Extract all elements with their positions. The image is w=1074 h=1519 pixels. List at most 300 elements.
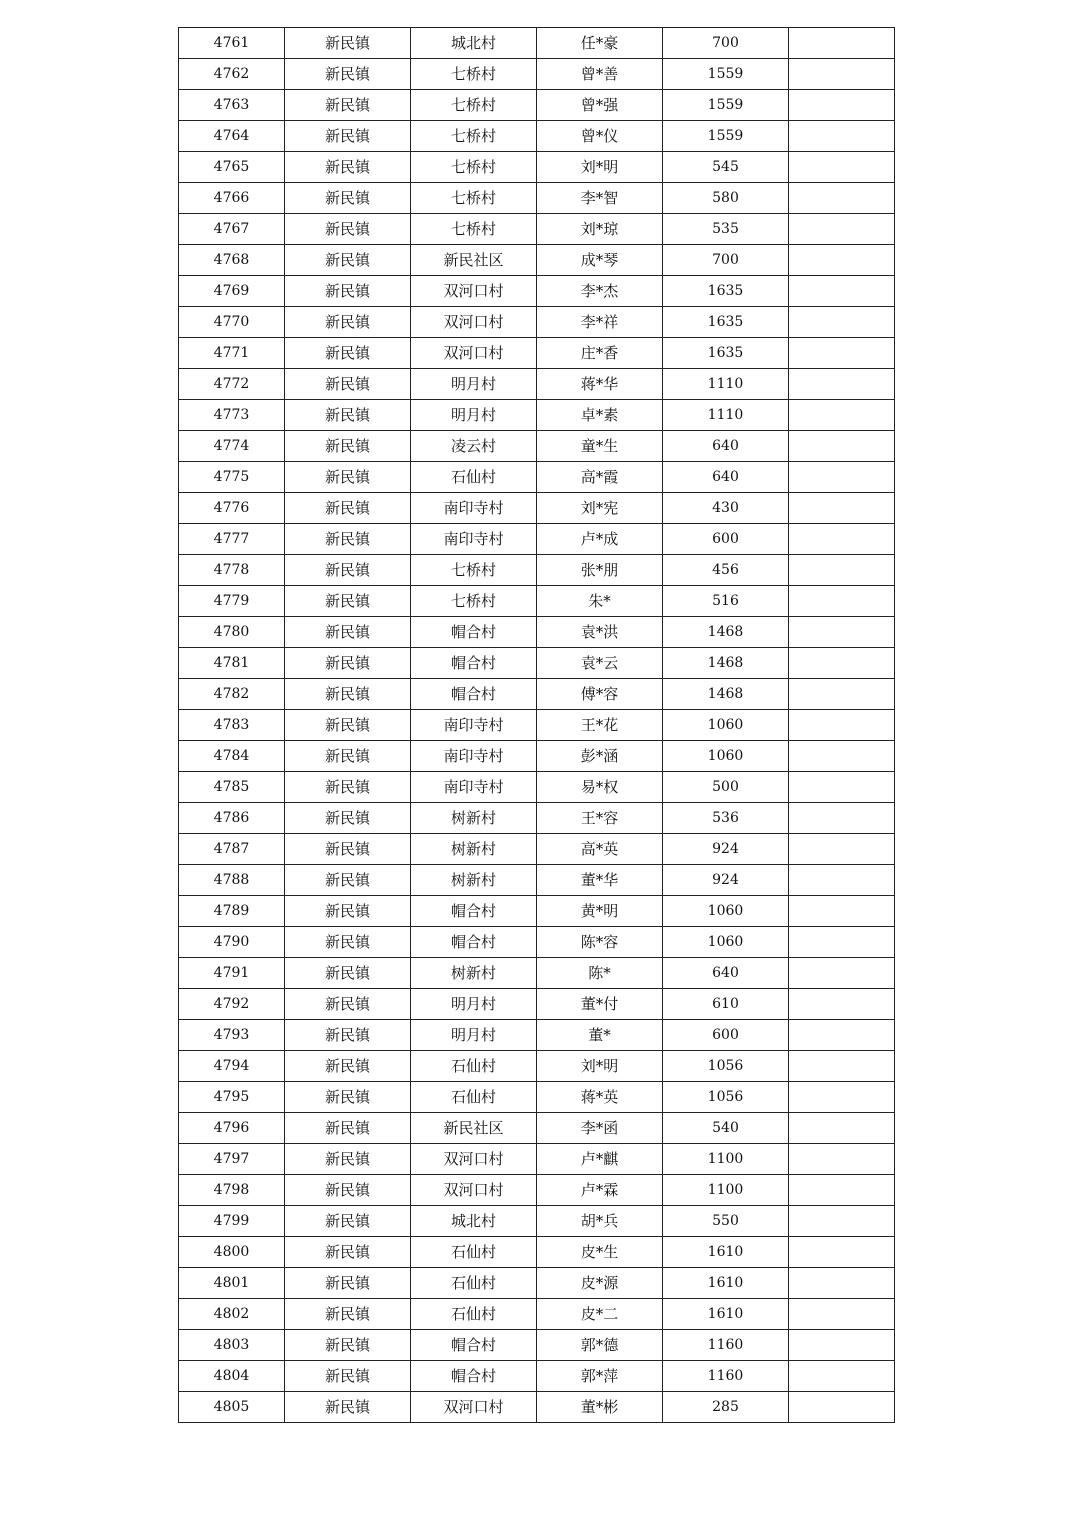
cell-note	[789, 1082, 895, 1113]
table-row	[179, 1330, 895, 1361]
table-row	[179, 152, 895, 183]
cell-person-name: 郭*德	[537, 1330, 663, 1361]
cell-person-name: 董*	[537, 1020, 663, 1051]
cell-village: 帽合村	[411, 617, 537, 648]
cell-person-name: 刘*宪	[537, 493, 663, 524]
cell-serial-number: 4804	[179, 1361, 285, 1392]
cell-village: 双河口村	[411, 1144, 537, 1175]
table-row	[179, 214, 895, 245]
cell-town: 新民镇	[285, 369, 411, 400]
cell-town: 新民镇	[285, 524, 411, 555]
cell-village: 明月村	[411, 400, 537, 431]
cell-town: 新民镇	[285, 1051, 411, 1082]
cell-person-name: 皮*生	[537, 1237, 663, 1268]
cell-serial-number: 4777	[179, 524, 285, 555]
cell-village: 城北村	[411, 1206, 537, 1237]
cell-serial-number: 4779	[179, 586, 285, 617]
cell-serial-number: 4782	[179, 679, 285, 710]
cell-village: 明月村	[411, 369, 537, 400]
table-row	[179, 276, 895, 307]
cell-person-name: 董*华	[537, 865, 663, 896]
cell-person-name: 卢*霖	[537, 1175, 663, 1206]
cell-note	[789, 803, 895, 834]
cell-amount: 1060	[663, 710, 789, 741]
cell-serial-number: 4799	[179, 1206, 285, 1237]
cell-amount: 500	[663, 772, 789, 803]
table-row	[179, 400, 895, 431]
cell-amount: 1060	[663, 741, 789, 772]
cell-amount: 1110	[663, 369, 789, 400]
cell-village: 石仙村	[411, 1299, 537, 1330]
cell-town: 新民镇	[285, 1082, 411, 1113]
cell-town: 新民镇	[285, 555, 411, 586]
cell-town: 新民镇	[285, 865, 411, 896]
cell-village: 双河口村	[411, 276, 537, 307]
cell-amount: 600	[663, 1020, 789, 1051]
cell-village: 七桥村	[411, 121, 537, 152]
cell-amount: 1060	[663, 896, 789, 927]
cell-serial-number: 4802	[179, 1299, 285, 1330]
cell-person-name: 王*容	[537, 803, 663, 834]
table-row	[179, 59, 895, 90]
cell-amount: 1468	[663, 648, 789, 679]
cell-village: 七桥村	[411, 555, 537, 586]
data-table	[178, 27, 895, 1423]
cell-person-name: 易*权	[537, 772, 663, 803]
cell-serial-number: 4773	[179, 400, 285, 431]
cell-note	[789, 369, 895, 400]
cell-amount: 580	[663, 183, 789, 214]
cell-town: 新民镇	[285, 741, 411, 772]
cell-village: 明月村	[411, 1020, 537, 1051]
cell-serial-number: 4794	[179, 1051, 285, 1082]
cell-note	[789, 493, 895, 524]
cell-note	[789, 1051, 895, 1082]
cell-town: 新民镇	[285, 1237, 411, 1268]
cell-village: 七桥村	[411, 586, 537, 617]
cell-note	[789, 648, 895, 679]
cell-town: 新民镇	[285, 958, 411, 989]
cell-amount: 610	[663, 989, 789, 1020]
cell-serial-number: 4774	[179, 431, 285, 462]
cell-village: 石仙村	[411, 1268, 537, 1299]
cell-note	[789, 245, 895, 276]
cell-town: 新民镇	[285, 1144, 411, 1175]
cell-town: 新民镇	[285, 493, 411, 524]
cell-note	[789, 1268, 895, 1299]
cell-serial-number: 4792	[179, 989, 285, 1020]
cell-serial-number: 4771	[179, 338, 285, 369]
cell-note	[789, 1144, 895, 1175]
cell-person-name: 袁*云	[537, 648, 663, 679]
cell-amount: 550	[663, 1206, 789, 1237]
table-row	[179, 989, 895, 1020]
cell-person-name: 卓*素	[537, 400, 663, 431]
cell-amount: 640	[663, 462, 789, 493]
cell-person-name: 蒋*华	[537, 369, 663, 400]
cell-village: 树新村	[411, 865, 537, 896]
table-body	[179, 28, 895, 1423]
cell-serial-number: 4775	[179, 462, 285, 493]
cell-person-name: 刘*明	[537, 1051, 663, 1082]
cell-town: 新民镇	[285, 834, 411, 865]
cell-note	[789, 1237, 895, 1268]
cell-note	[789, 1330, 895, 1361]
cell-person-name: 袁*洪	[537, 617, 663, 648]
cell-village: 双河口村	[411, 1392, 537, 1423]
cell-person-name: 陈*容	[537, 927, 663, 958]
cell-amount: 516	[663, 586, 789, 617]
table-row	[179, 183, 895, 214]
cell-village: 双河口村	[411, 1175, 537, 1206]
cell-serial-number: 4805	[179, 1392, 285, 1423]
cell-note	[789, 214, 895, 245]
cell-note	[789, 989, 895, 1020]
cell-town: 新民镇	[285, 1020, 411, 1051]
cell-town: 新民镇	[285, 617, 411, 648]
cell-note	[789, 1361, 895, 1392]
cell-amount: 545	[663, 152, 789, 183]
cell-amount: 1635	[663, 338, 789, 369]
cell-village: 凌云村	[411, 431, 537, 462]
cell-amount: 1610	[663, 1237, 789, 1268]
cell-note	[789, 617, 895, 648]
table-row	[179, 1113, 895, 1144]
cell-person-name: 陈*	[537, 958, 663, 989]
cell-note	[789, 431, 895, 462]
cell-serial-number: 4764	[179, 121, 285, 152]
table-row	[179, 462, 895, 493]
cell-town: 新民镇	[285, 400, 411, 431]
cell-person-name: 朱*	[537, 586, 663, 617]
cell-town: 新民镇	[285, 431, 411, 462]
table-row	[179, 679, 895, 710]
cell-person-name: 李*祥	[537, 307, 663, 338]
table-row	[179, 1175, 895, 1206]
cell-town: 新民镇	[285, 152, 411, 183]
cell-serial-number: 4787	[179, 834, 285, 865]
cell-serial-number: 4788	[179, 865, 285, 896]
cell-serial-number: 4778	[179, 555, 285, 586]
cell-village: 城北村	[411, 28, 537, 59]
cell-amount: 1635	[663, 276, 789, 307]
cell-serial-number: 4766	[179, 183, 285, 214]
cell-serial-number: 4765	[179, 152, 285, 183]
cell-person-name: 曾*仪	[537, 121, 663, 152]
cell-person-name: 李*杰	[537, 276, 663, 307]
table-row	[179, 1268, 895, 1299]
cell-village: 树新村	[411, 958, 537, 989]
cell-serial-number: 4800	[179, 1237, 285, 1268]
table-row	[179, 586, 895, 617]
cell-town: 新民镇	[285, 59, 411, 90]
cell-amount: 1610	[663, 1268, 789, 1299]
cell-person-name: 郭*萍	[537, 1361, 663, 1392]
cell-amount: 1559	[663, 121, 789, 152]
cell-serial-number: 4783	[179, 710, 285, 741]
cell-note	[789, 772, 895, 803]
table-row	[179, 834, 895, 865]
cell-note	[789, 462, 895, 493]
cell-person-name: 董*付	[537, 989, 663, 1020]
table-row	[179, 710, 895, 741]
cell-serial-number: 4761	[179, 28, 285, 59]
table-row	[179, 865, 895, 896]
cell-note	[789, 276, 895, 307]
table-row	[179, 896, 895, 927]
cell-town: 新民镇	[285, 896, 411, 927]
cell-serial-number: 4789	[179, 896, 285, 927]
cell-person-name: 李*智	[537, 183, 663, 214]
table-row	[179, 245, 895, 276]
cell-person-name: 庄*香	[537, 338, 663, 369]
cell-village: 南印寺村	[411, 493, 537, 524]
cell-serial-number: 4776	[179, 493, 285, 524]
cell-town: 新民镇	[285, 679, 411, 710]
cell-serial-number: 4785	[179, 772, 285, 803]
cell-serial-number: 4796	[179, 1113, 285, 1144]
cell-note	[789, 1020, 895, 1051]
cell-village: 双河口村	[411, 338, 537, 369]
table-row	[179, 493, 895, 524]
cell-amount: 924	[663, 865, 789, 896]
table-row	[179, 555, 895, 586]
cell-note	[789, 1206, 895, 1237]
cell-person-name: 胡*兵	[537, 1206, 663, 1237]
cell-town: 新民镇	[285, 989, 411, 1020]
cell-village: 七桥村	[411, 152, 537, 183]
cell-amount: 1635	[663, 307, 789, 338]
cell-note	[789, 741, 895, 772]
cell-person-name: 刘*琼	[537, 214, 663, 245]
cell-village: 南印寺村	[411, 524, 537, 555]
cell-person-name: 刘*明	[537, 152, 663, 183]
table-row	[179, 617, 895, 648]
cell-village: 新民社区	[411, 245, 537, 276]
table-row	[179, 121, 895, 152]
cell-person-name: 卢*麒	[537, 1144, 663, 1175]
cell-note	[789, 152, 895, 183]
cell-village: 帽合村	[411, 648, 537, 679]
cell-town: 新民镇	[285, 927, 411, 958]
table-row	[179, 1206, 895, 1237]
table-row	[179, 369, 895, 400]
table-row	[179, 1361, 895, 1392]
cell-note	[789, 121, 895, 152]
table-row	[179, 927, 895, 958]
cell-amount: 1468	[663, 679, 789, 710]
table-row	[179, 1237, 895, 1268]
table-row	[179, 648, 895, 679]
cell-serial-number: 4786	[179, 803, 285, 834]
cell-town: 新民镇	[285, 1330, 411, 1361]
cell-village: 树新村	[411, 803, 537, 834]
cell-village: 南印寺村	[411, 772, 537, 803]
cell-town: 新民镇	[285, 710, 411, 741]
cell-amount: 1468	[663, 617, 789, 648]
cell-person-name: 彭*涵	[537, 741, 663, 772]
cell-person-name: 王*花	[537, 710, 663, 741]
cell-town: 新民镇	[285, 121, 411, 152]
cell-village: 帽合村	[411, 896, 537, 927]
cell-village: 双河口村	[411, 307, 537, 338]
cell-village: 七桥村	[411, 90, 537, 121]
cell-person-name: 蒋*英	[537, 1082, 663, 1113]
cell-village: 帽合村	[411, 679, 537, 710]
cell-amount: 700	[663, 245, 789, 276]
cell-village: 七桥村	[411, 214, 537, 245]
table-row	[179, 1392, 895, 1423]
cell-note	[789, 90, 895, 121]
cell-amount: 1610	[663, 1299, 789, 1330]
cell-amount: 456	[663, 555, 789, 586]
cell-town: 新民镇	[285, 1175, 411, 1206]
cell-town: 新民镇	[285, 245, 411, 276]
cell-amount: 535	[663, 214, 789, 245]
cell-amount: 1110	[663, 400, 789, 431]
cell-town: 新民镇	[285, 1392, 411, 1423]
cell-serial-number: 4801	[179, 1268, 285, 1299]
cell-town: 新民镇	[285, 338, 411, 369]
cell-note	[789, 338, 895, 369]
cell-town: 新民镇	[285, 586, 411, 617]
cell-town: 新民镇	[285, 462, 411, 493]
cell-person-name: 李*函	[537, 1113, 663, 1144]
cell-town: 新民镇	[285, 772, 411, 803]
cell-note	[789, 183, 895, 214]
cell-town: 新民镇	[285, 803, 411, 834]
cell-serial-number: 4767	[179, 214, 285, 245]
table-row	[179, 803, 895, 834]
cell-serial-number: 4798	[179, 1175, 285, 1206]
cell-village: 石仙村	[411, 1237, 537, 1268]
cell-note	[789, 865, 895, 896]
table-row	[179, 1299, 895, 1330]
cell-note	[789, 1299, 895, 1330]
cell-village: 南印寺村	[411, 741, 537, 772]
cell-town: 新民镇	[285, 1113, 411, 1144]
cell-amount: 536	[663, 803, 789, 834]
cell-amount: 1559	[663, 59, 789, 90]
cell-town: 新民镇	[285, 1268, 411, 1299]
cell-note	[789, 28, 895, 59]
cell-amount: 1160	[663, 1330, 789, 1361]
cell-town: 新民镇	[285, 90, 411, 121]
cell-note	[789, 1175, 895, 1206]
cell-amount: 1056	[663, 1082, 789, 1113]
cell-serial-number: 4770	[179, 307, 285, 338]
cell-person-name: 黄*明	[537, 896, 663, 927]
cell-town: 新民镇	[285, 28, 411, 59]
cell-note	[789, 400, 895, 431]
cell-note	[789, 307, 895, 338]
cell-amount: 640	[663, 958, 789, 989]
cell-note	[789, 586, 895, 617]
cell-town: 新民镇	[285, 1361, 411, 1392]
cell-town: 新民镇	[285, 648, 411, 679]
cell-note	[789, 1113, 895, 1144]
cell-village: 帽合村	[411, 927, 537, 958]
cell-serial-number: 4769	[179, 276, 285, 307]
cell-town: 新民镇	[285, 276, 411, 307]
table-row	[179, 1144, 895, 1175]
cell-person-name: 皮*源	[537, 1268, 663, 1299]
cell-amount: 285	[663, 1392, 789, 1423]
cell-village: 南印寺村	[411, 710, 537, 741]
table-row	[179, 524, 895, 555]
cell-town: 新民镇	[285, 183, 411, 214]
table-row	[179, 1051, 895, 1082]
table-row	[179, 772, 895, 803]
cell-village: 帽合村	[411, 1361, 537, 1392]
cell-amount: 924	[663, 834, 789, 865]
cell-village: 七桥村	[411, 59, 537, 90]
cell-note	[789, 679, 895, 710]
cell-person-name: 任*豪	[537, 28, 663, 59]
cell-amount: 700	[663, 28, 789, 59]
cell-serial-number: 4795	[179, 1082, 285, 1113]
table-row	[179, 431, 895, 462]
cell-amount: 1056	[663, 1051, 789, 1082]
cell-village: 新民社区	[411, 1113, 537, 1144]
cell-amount: 1559	[663, 90, 789, 121]
cell-person-name: 傅*容	[537, 679, 663, 710]
table-row	[179, 338, 895, 369]
cell-town: 新民镇	[285, 307, 411, 338]
cell-town: 新民镇	[285, 1299, 411, 1330]
table-row	[179, 958, 895, 989]
table-row	[179, 28, 895, 59]
cell-person-name: 成*琴	[537, 245, 663, 276]
cell-village: 树新村	[411, 834, 537, 865]
cell-town: 新民镇	[285, 1206, 411, 1237]
cell-serial-number: 4784	[179, 741, 285, 772]
cell-note	[789, 1392, 895, 1423]
cell-serial-number: 4797	[179, 1144, 285, 1175]
cell-serial-number: 4768	[179, 245, 285, 276]
cell-serial-number: 4791	[179, 958, 285, 989]
cell-serial-number: 4781	[179, 648, 285, 679]
cell-amount: 1100	[663, 1175, 789, 1206]
cell-serial-number: 4762	[179, 59, 285, 90]
cell-village: 帽合村	[411, 1330, 537, 1361]
cell-person-name: 高*霞	[537, 462, 663, 493]
cell-person-name: 卢*成	[537, 524, 663, 555]
cell-serial-number: 4790	[179, 927, 285, 958]
cell-amount: 600	[663, 524, 789, 555]
cell-note	[789, 927, 895, 958]
cell-amount: 1060	[663, 927, 789, 958]
table-row	[179, 1020, 895, 1051]
cell-note	[789, 834, 895, 865]
cell-note	[789, 958, 895, 989]
cell-village: 石仙村	[411, 1082, 537, 1113]
cell-note	[789, 59, 895, 90]
cell-amount: 1160	[663, 1361, 789, 1392]
cell-amount: 430	[663, 493, 789, 524]
cell-amount: 540	[663, 1113, 789, 1144]
table-row	[179, 307, 895, 338]
cell-person-name: 张*朋	[537, 555, 663, 586]
cell-village: 石仙村	[411, 1051, 537, 1082]
cell-person-name: 童*生	[537, 431, 663, 462]
cell-serial-number: 4772	[179, 369, 285, 400]
table-row	[179, 741, 895, 772]
cell-amount: 640	[663, 431, 789, 462]
cell-person-name: 高*英	[537, 834, 663, 865]
cell-person-name: 曾*强	[537, 90, 663, 121]
cell-note	[789, 896, 895, 927]
